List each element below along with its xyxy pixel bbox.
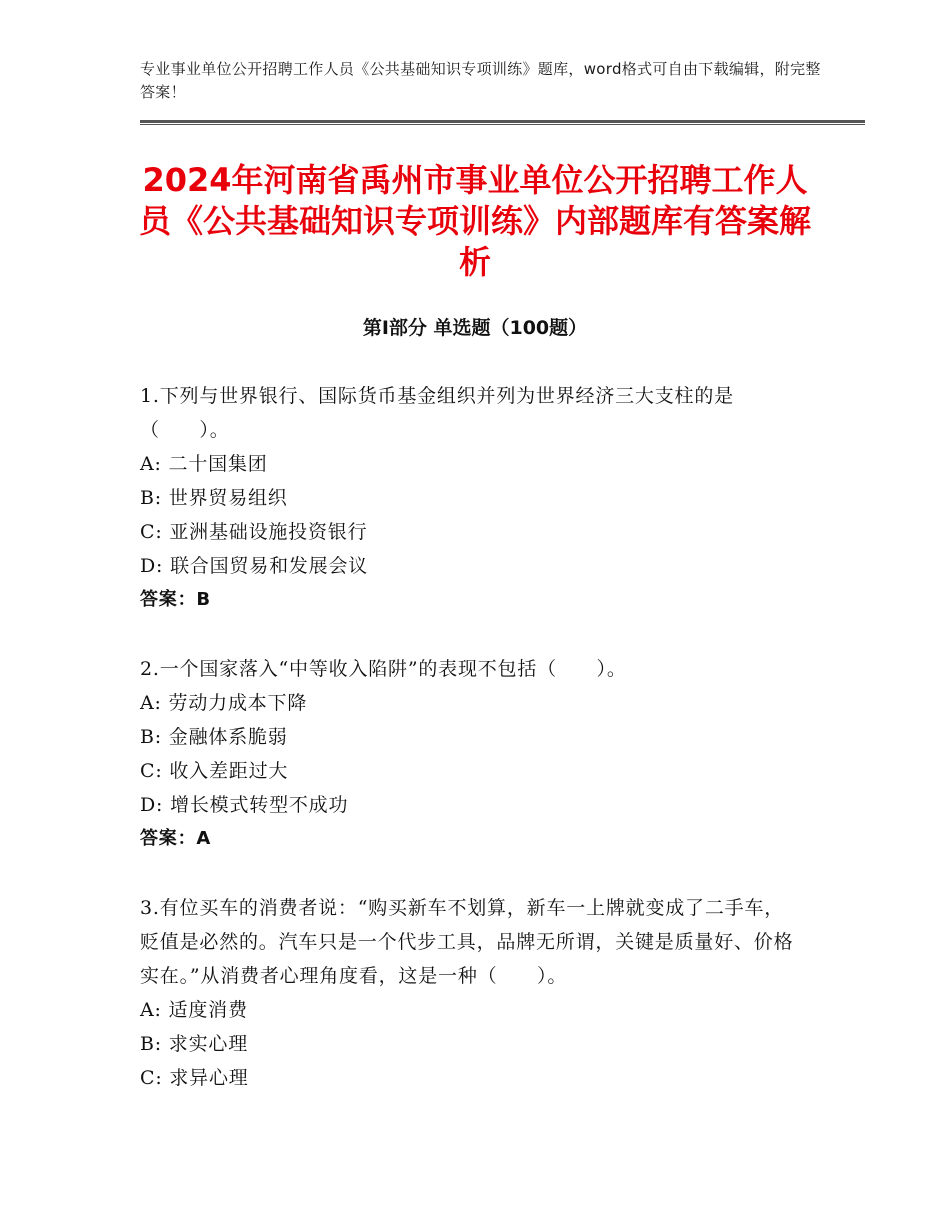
option-d: D: 增长模式转型不成功: [140, 794, 349, 816]
option-c: C: 收入差距过大: [140, 760, 289, 782]
option-b: B: 金融体系脆弱: [140, 726, 288, 748]
option-a: A: 二十国集团: [140, 453, 268, 475]
question-stem: 3.有位买车的消费者说：“购买新车不划算，新车一上牌就变成了二手车，贬值是必然的。汽车只是一个代步工具，品牌无所谓，关键是质量好、价格实在。”从消费者心理角度看，这是一种（ ）。: [140, 897, 794, 987]
option-b: B: 世界贸易组织: [140, 487, 288, 509]
question-3: [140, 891, 800, 1095]
option-b: B: 求实心理: [140, 1033, 249, 1055]
option-a: A: 适度消费: [140, 999, 248, 1021]
option-c: C: 求异心理: [140, 1067, 249, 1089]
option-c: C: 亚洲基础设施投资银行: [140, 521, 368, 543]
answer: 答案：B: [140, 589, 211, 610]
option-d: D: 联合国贸易和发展会议: [140, 555, 369, 577]
header-note: 专业事业单位公开招聘工作人员《公共基础知识专项训练》题库，word格式可自由下载编辑，附完整答案！: [140, 60, 821, 101]
document-title: 2024年河南省禹州市事业单位公开招聘工作人员《公共基础知识专项训练》内部题库有答案解析: [138, 161, 811, 281]
option-a: A: 劳动力成本下降: [140, 692, 308, 714]
answer: 答案：A: [140, 828, 212, 849]
question-stem: 1.下列与世界银行、国际货币基金组织并列为世界经济三大支柱的是（ ）。: [140, 385, 734, 441]
question-1: [140, 379, 800, 617]
section-heading: 第Ⅰ部分 单选题（100题）: [362, 317, 588, 339]
question-stem: 2.一个国家落入“中等收入陷阱”的表现不包括（ ）。: [140, 658, 627, 680]
question-2: [140, 652, 800, 856]
header-divider: [140, 120, 865, 125]
